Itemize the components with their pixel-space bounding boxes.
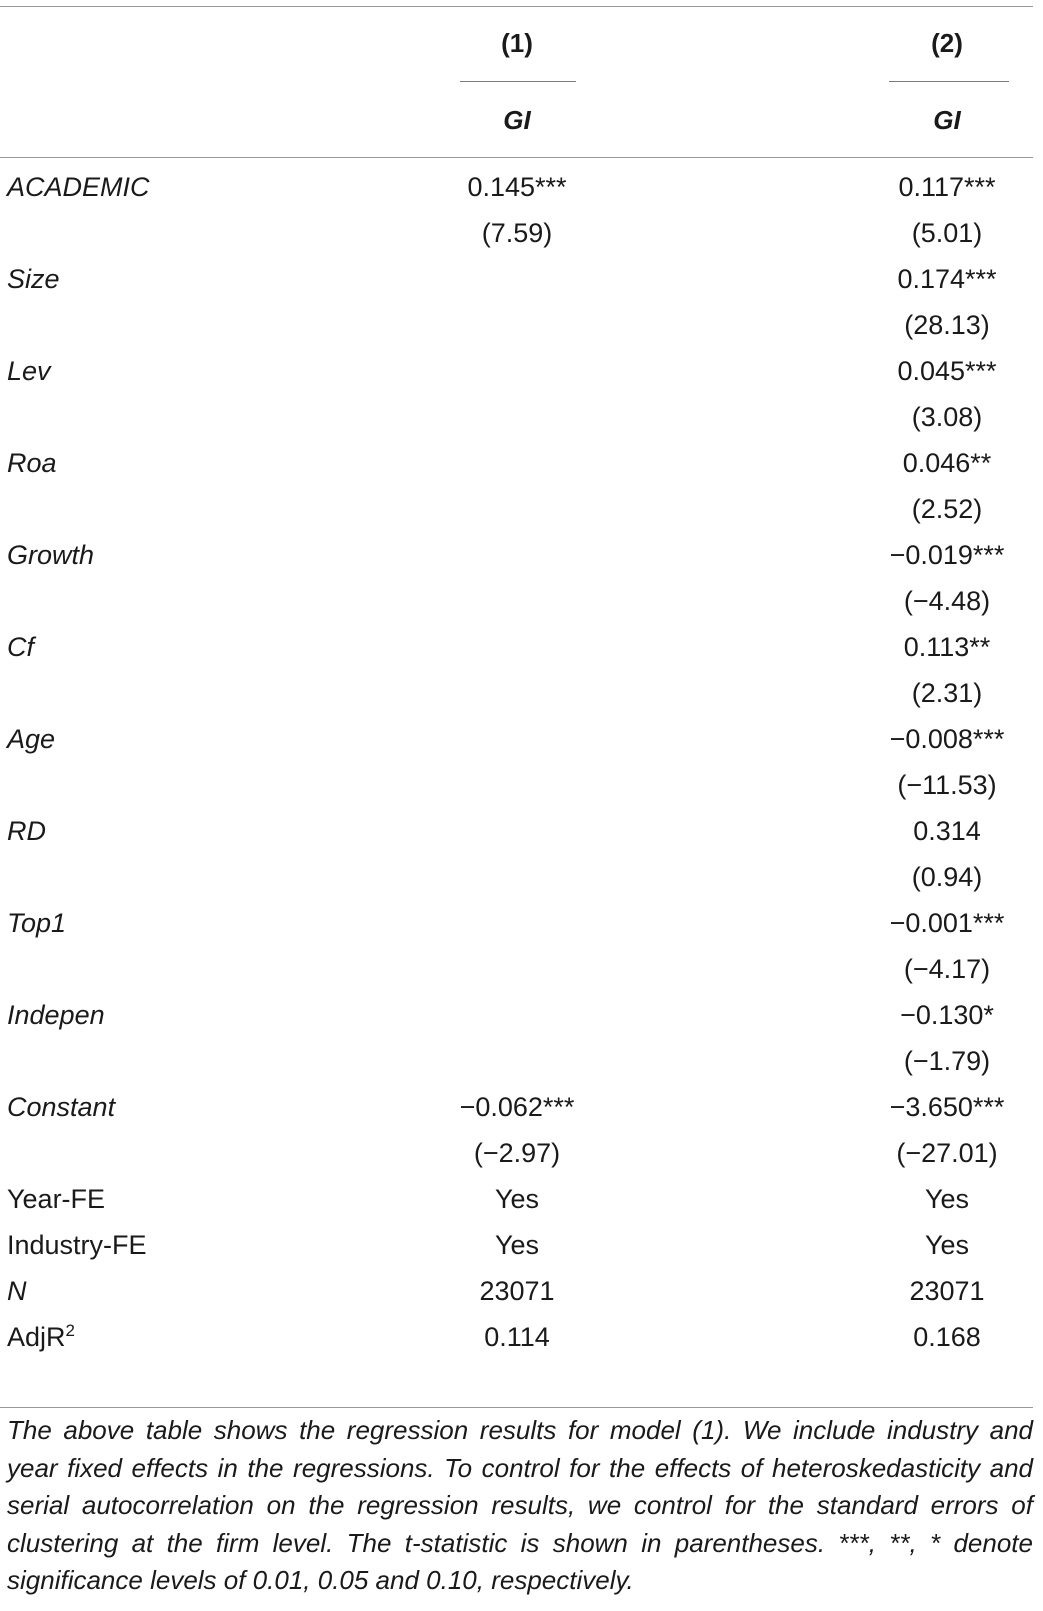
row-label-text: Roa — [7, 448, 57, 478]
cell-col-1: −0.062*** — [459, 1092, 575, 1122]
cell-col-2: −0.008*** — [889, 724, 1005, 754]
cell-col-2: (−11.53) — [897, 770, 997, 800]
row-label — [7, 900, 66, 947]
cell-col-2: 0.046** — [902, 448, 992, 478]
row-label — [7, 808, 46, 855]
column-dependent-1: GI — [503, 105, 531, 135]
table-row — [0, 716, 1033, 763]
row-label-text: Constant — [7, 1092, 116, 1122]
table-row — [0, 992, 1033, 1039]
cell-col-1: 23071 — [479, 1276, 555, 1306]
cell-col-2: (2.52) — [911, 494, 983, 524]
row-label — [7, 256, 60, 303]
cell-col-2: Yes — [924, 1230, 970, 1260]
row-label-text: Industry-FE — [7, 1230, 147, 1260]
cell-col-2: (−1.79) — [903, 1046, 991, 1076]
row-label — [7, 992, 105, 1039]
table-row — [0, 302, 1033, 349]
table-row — [0, 394, 1033, 441]
row-label — [7, 1084, 115, 1131]
table-row — [0, 1084, 1033, 1131]
table-row — [0, 256, 1033, 303]
column-spanner-1 — [460, 81, 576, 82]
row-label-text: Growth — [7, 540, 95, 570]
row-label-text: Top1 — [7, 908, 67, 938]
table-row — [0, 946, 1033, 993]
table-row — [0, 1038, 1033, 1085]
table-row — [0, 762, 1033, 809]
table-row — [0, 1268, 1033, 1315]
cell-col-2: Yes — [924, 1184, 970, 1214]
table-row — [0, 854, 1033, 901]
cell-col-2: −0.001*** — [889, 908, 1005, 938]
table-row — [0, 624, 1033, 671]
row-label-text: ACADEMIC — [7, 172, 150, 202]
row-label — [7, 532, 94, 579]
cell-col-1: Yes — [494, 1184, 540, 1214]
table-row — [0, 1130, 1033, 1177]
row-label-text: Indepen — [7, 1000, 105, 1030]
row-label-text: AdjR — [7, 1322, 66, 1352]
table-row — [0, 808, 1033, 855]
cell-col-2: 0.168 — [913, 1322, 981, 1352]
cell-col-1: Yes — [494, 1230, 540, 1260]
cell-col-2: (2.31) — [911, 678, 983, 708]
cell-col-1: 0.145*** — [467, 172, 567, 202]
table-row — [0, 164, 1033, 211]
row-label — [7, 716, 55, 763]
cell-col-2: 0.113** — [903, 632, 991, 662]
cell-col-2: (3.08) — [911, 402, 983, 432]
cell-col-2: −0.019*** — [889, 540, 1005, 570]
column-spanner-2 — [889, 81, 1009, 82]
cell-col-2: (28.13) — [904, 310, 990, 340]
table-top-rule — [0, 6, 1033, 7]
row-label-text: Size — [7, 264, 60, 294]
table-row — [0, 900, 1033, 947]
cell-col-2: −3.650*** — [889, 1092, 1005, 1122]
row-label-text: Cf — [7, 632, 34, 662]
header-rule — [0, 157, 1033, 158]
row-label-text: Lev — [7, 356, 51, 386]
cell-col-2: −0.130* — [900, 1000, 994, 1030]
row-label — [7, 164, 150, 211]
table-footnote: The above table shows the regression results for model (1). We include industry and year fixed effects in the regressions. To control for the effects of heteroskedasticity and serial autocorrelation on the regression results, we control for the standard errors of clustering at the firm level. The t-statistic is shown in parentheses. ***, **, * denote significance levels of 0.01, 0.05 and 0.10, respectively. — [7, 1415, 1033, 1595]
table-row — [0, 486, 1033, 533]
table-row — [0, 348, 1033, 395]
column-dependent-2: GI — [933, 105, 961, 135]
row-label — [7, 1268, 27, 1315]
table-row — [0, 532, 1033, 579]
row-label — [7, 1222, 147, 1269]
cell-col-2: 0.174*** — [897, 264, 997, 294]
cell-col-2: (−4.48) — [903, 586, 991, 616]
table-row — [0, 670, 1033, 717]
row-label — [7, 1176, 105, 1223]
cell-col-2: 0.314 — [913, 816, 981, 846]
table-row — [0, 1314, 1033, 1361]
cell-col-2: 0.117*** — [898, 172, 996, 202]
column-number-1: (1) — [501, 28, 533, 58]
column-number-2: (2) — [931, 28, 963, 58]
row-label — [7, 624, 34, 671]
row-label-superscript: 2 — [65, 1321, 75, 1340]
row-label — [7, 440, 57, 487]
table-row — [0, 1222, 1033, 1269]
cell-col-1: (7.59) — [481, 218, 553, 248]
table-row — [0, 210, 1033, 257]
cell-col-2: (0.94) — [911, 862, 983, 892]
cell-col-2: 0.045*** — [897, 356, 997, 386]
cell-col-2: (−27.01) — [896, 1138, 998, 1168]
row-label-text: RD — [7, 816, 46, 846]
row-label — [7, 1314, 75, 1361]
cell-col-1: 0.114 — [484, 1322, 550, 1352]
row-label-text: Age — [7, 724, 56, 754]
cell-col-2: (−4.17) — [903, 954, 991, 984]
table-row — [0, 578, 1033, 625]
table-row — [0, 440, 1033, 487]
table-row — [0, 1176, 1033, 1223]
cell-col-2: (5.01) — [911, 218, 983, 248]
table-bottom-rule — [0, 1407, 1033, 1408]
row-label-text: N — [7, 1276, 27, 1306]
cell-col-2: 23071 — [909, 1276, 985, 1306]
cell-col-1: (−2.97) — [473, 1138, 561, 1168]
row-label — [7, 348, 51, 395]
row-label-text: Year-FE — [7, 1184, 106, 1214]
